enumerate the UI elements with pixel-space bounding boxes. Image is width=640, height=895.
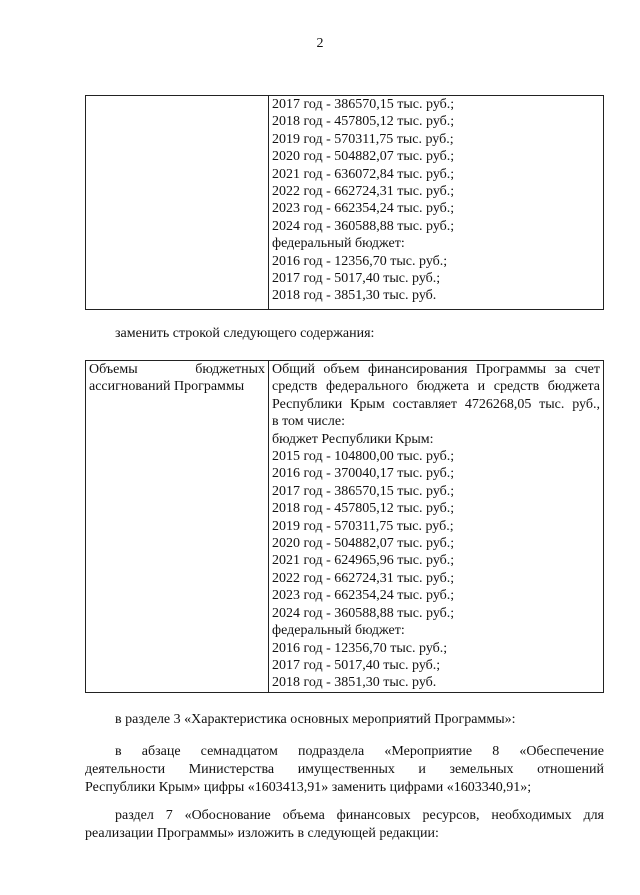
paragraph-line: Республики Крым» цифры «1603413,91» заменить цифрами «1603340,91»;	[85, 780, 532, 795]
paragraph-line: деятельности Министерства имущественных и земельных отношений	[85, 762, 604, 777]
table-row	[86, 96, 604, 310]
paragraph-line: в абзаце семнадцатом подраздела «Мероприятие 8 «Обеспечение	[115, 744, 604, 759]
table-line: 2021 год - 636072,84 тыс. руб.;	[272, 166, 455, 182]
table-line: 2020 год - 504882,07 тыс. руб.;	[272, 536, 455, 552]
table-line: 2024 год - 360588,88 тыс. руб.;	[272, 218, 455, 234]
table-line: 2018 год - 457805,12 тыс. руб.;	[272, 501, 455, 517]
left-cell-line: Объемы бюджетных	[89, 362, 265, 377]
table-line: 2017 год - 386570,15 тыс. руб.;	[272, 97, 455, 112]
table-before	[85, 95, 604, 310]
table-line: 2022 год - 662724,31 тыс. руб.;	[272, 570, 455, 586]
table-line: 2017 год - 5017,40 тыс. руб.;	[272, 271, 441, 287]
table-line: бюджет Республики Крым:	[272, 431, 434, 447]
left-cell-line: ассигнований Программы	[89, 379, 245, 395]
paragraph-line: реализации Программы» изложить в следующей редакции:	[85, 826, 439, 841]
table-line: 2023 год - 662354,24 тыс. руб.;	[272, 588, 455, 604]
intro-line: средств федерального бюджета и средств бюджета	[272, 379, 600, 395]
intro-line: Общий объем финансирования Программы за счет	[272, 362, 600, 377]
table-line: 2024 год - 360588,88 тыс. руб.;	[272, 605, 455, 621]
table-line: 2022 год - 662724,31 тыс. руб.;	[272, 184, 455, 200]
table-after	[85, 360, 604, 693]
left-cell	[86, 96, 269, 310]
right-cell	[269, 361, 604, 693]
table-line: в том числе:	[272, 414, 345, 430]
table-line: 2017 год - 5017,40 тыс. руб.;	[272, 657, 441, 673]
table-line: 2016 год - 370040,17 тыс. руб.;	[272, 466, 455, 482]
replace-instruction: заменить строкой следующего содержания:	[115, 326, 375, 341]
section3-paragraph: в разделе 3 «Характеристика основных мероприятий Программы»:	[115, 712, 516, 727]
table-line: 2015 год - 104800,00 тыс. руб.;	[272, 449, 455, 465]
table-line: 2019 год - 570311,75 тыс. руб.;	[272, 518, 454, 534]
table-line: 2018 год - 457805,12 тыс. руб.;	[272, 114, 455, 130]
table-line: 2018 год - 3851,30 тыс. руб.	[272, 288, 437, 304]
table-line: 2023 год - 662354,24 тыс. руб.;	[272, 201, 455, 217]
abzac-paragraph	[85, 743, 604, 797]
table-line: 2017 год - 386570,15 тыс. руб.;	[272, 483, 455, 499]
section7-paragraph	[85, 807, 604, 843]
left-cell	[86, 361, 269, 693]
table-line: 2021 год - 624965,96 тыс. руб.;	[272, 553, 455, 569]
table-row	[86, 361, 604, 693]
table-line: федеральный бюджет:	[272, 236, 405, 252]
paragraph-line: раздел 7 «Обоснование объема финансовых ресурсов, необходимых для	[115, 808, 604, 823]
page-number: 2	[316, 36, 324, 51]
intro-line: Республики Крым составляет 4726268,05 тыс. руб.,	[272, 396, 600, 412]
table-line: 2016 год - 12356,70 тыс. руб.;	[272, 640, 448, 656]
table-line: 2016 год - 12356,70 тыс. руб.;	[272, 253, 448, 269]
table-line: 2020 год - 504882,07 тыс. руб.;	[272, 149, 455, 165]
right-cell	[269, 96, 604, 310]
table-line: 2019 год - 570311,75 тыс. руб.;	[272, 131, 454, 147]
table-line: федеральный бюджет:	[272, 623, 405, 639]
table-line: 2018 год - 3851,30 тыс. руб.	[272, 675, 437, 691]
